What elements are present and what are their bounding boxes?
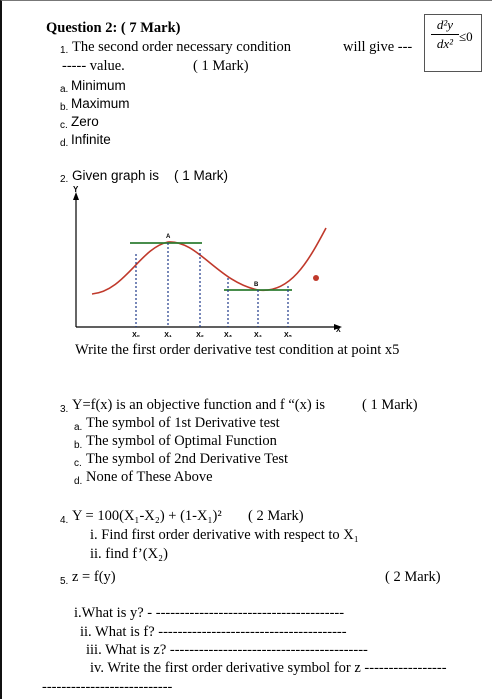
option-text: Infinite [71,132,111,147]
graph [60,186,350,342]
tick-label-x1: X₁ [164,332,172,339]
x-axis-label: X [336,327,341,334]
option-key: d. [60,138,69,149]
q5-answer-line: --------------------------- [42,679,173,695]
q2-instruction: Write the first order derivative test condition at point x5 [75,342,400,358]
tick-label-x4: X₄ [253,332,263,339]
tick-label-x2: X₂ [196,332,204,339]
q3-mark: ( 1 Mark) [362,397,418,413]
option-key: c. [60,120,68,131]
q1-line2: ----- value. [62,58,125,74]
y-axis-label: Y [73,186,79,194]
marker-dot [313,275,319,281]
option-key: b. [60,102,69,113]
q5-number: 5. [60,576,69,587]
formula-box [424,14,482,72]
fraction-bar [431,34,459,35]
option-text: The symbol of Optimal Function [86,433,277,449]
fraction-denominator: dx² [436,36,454,51]
point-a-label: A [166,234,171,240]
q1-text: The second order necessary condition [72,39,292,55]
q4-subquestion-1: i. Find first order derivative with respect to X₁ [90,527,359,543]
tick-label-x5: X₅ [284,332,292,339]
option-text: Zero [71,114,99,129]
point-b-label: B [254,282,259,288]
option-key: a. [74,422,83,433]
option-text: None of These Above [86,469,213,485]
tick-label-x3: X₃ [224,332,232,339]
q4-equation: Y = 100(X₁-X₂) + (1-X₁)² [72,508,222,524]
option-key: b. [74,440,83,451]
option-key: d. [74,476,83,487]
q5-subquestion-4: iv. Write the first order derivative symbol for z ----------------- [90,660,447,676]
q5-equation: z = f(y) [72,569,116,585]
option-text: The symbol of 2nd Derivative Test [86,451,289,467]
q5-mark: ( 2 Mark) [385,569,441,585]
tick-label-x0: X₀ [132,332,140,339]
function-curve [92,228,326,294]
q1-will-give: will give --- [343,39,413,55]
q5-subquestion-1: i.What is y? - --------------------------------------- [74,605,345,621]
q5-subquestion-2: ii. What is f? --------------------------------------- [80,624,347,640]
q5-subquestion-3: iii. What is z? ----------------------------------------- [86,642,368,658]
option-text: Minimum [71,78,126,93]
fraction-relation: ≤0 [459,29,473,44]
option-key: c. [74,458,82,469]
option-text: Maximum [71,96,130,111]
fraction [431,17,459,52]
q1-mark: ( 1 Mark) [193,58,249,74]
vertical-guides [136,243,288,327]
q4-mark: ( 2 Mark) [248,508,304,524]
tick-labels [132,332,292,339]
fraction-numerator: d²y [436,17,454,32]
q4-subquestion-2: ii. find f’(X₂) [90,546,168,562]
q3-text: Y=f(x) is an objective function and f “(x) is [72,397,325,413]
q2-mark: ( 1 Mark) [174,168,228,183]
q1-number: 1. [60,45,69,56]
q2-text: Given graph is [72,168,160,183]
q2-number: 2. [60,174,69,185]
q3-number: 3. [60,404,69,415]
q4-number: 4. [60,515,69,526]
question-title: Question 2: ( 7 Mark) [46,20,181,36]
option-key: a. [60,84,69,95]
option-text: The symbol of 1st Derivative test [86,415,280,431]
